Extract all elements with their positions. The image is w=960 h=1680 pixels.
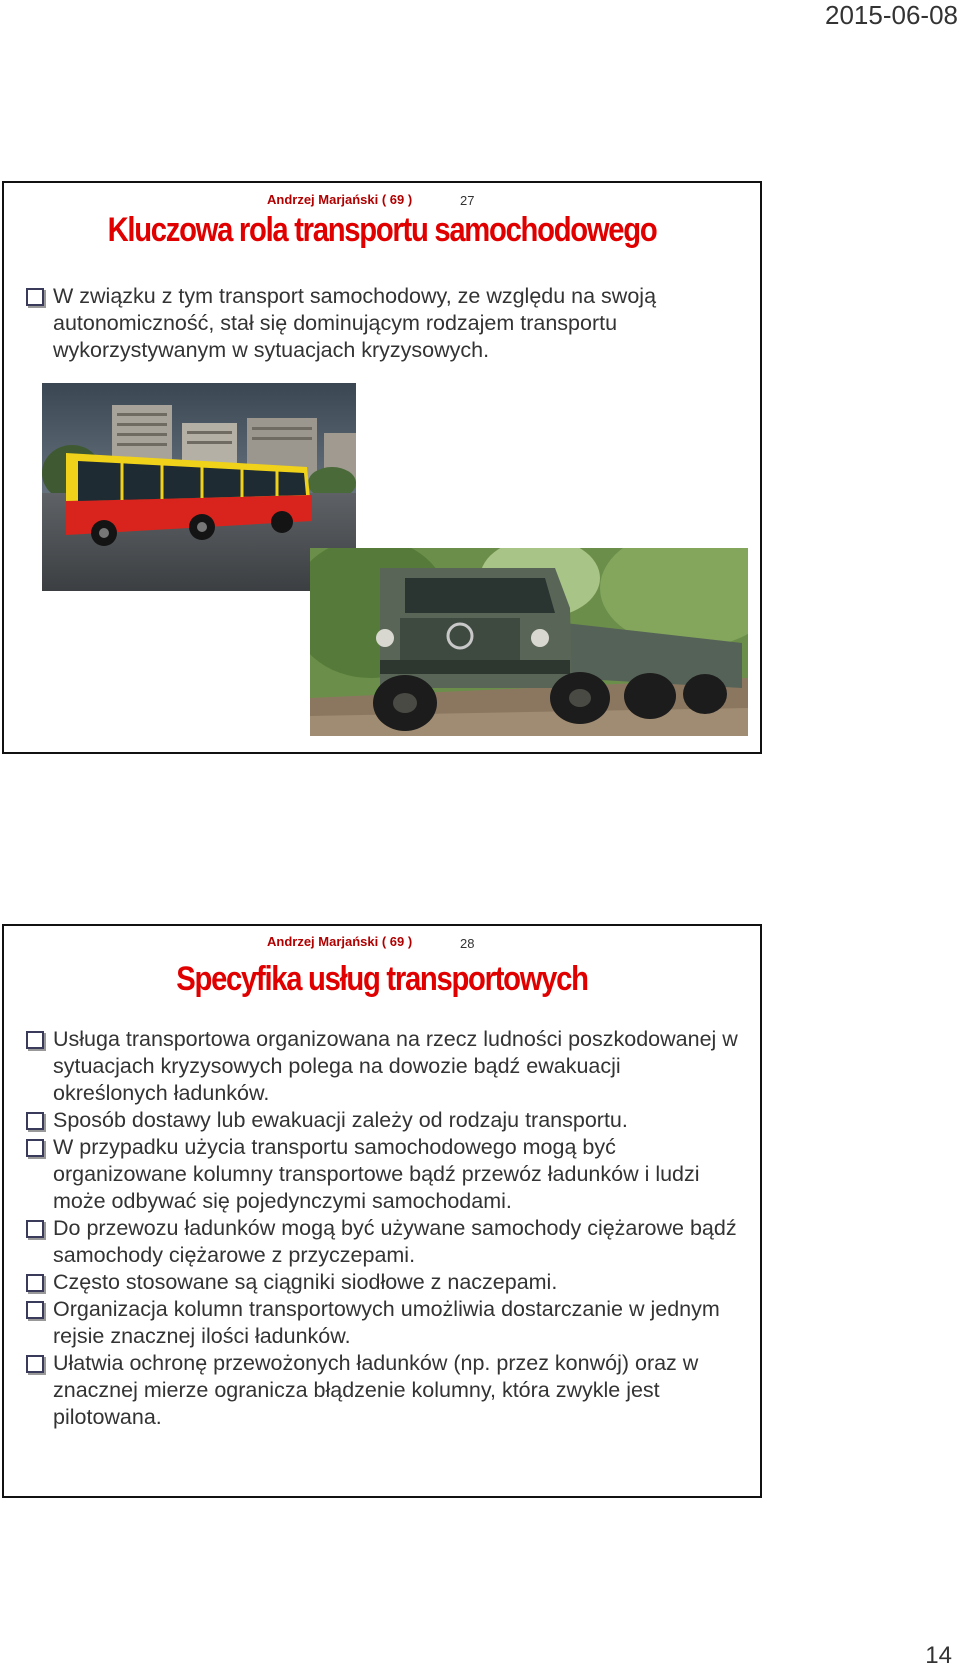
checkbox-bullet-icon [26,1274,44,1292]
bullet-list [26,1026,740,1431]
checkbox-bullet-icon [26,1112,44,1130]
military-truck-photo [310,548,748,736]
checkbox-bullet-icon [26,1031,44,1049]
slide-title: Specyfika usług transportowych [176,960,588,998]
list-item: W przypadku użycia transportu samochodowego mogą być organizowane kolumny transportowe bądź przewóz ładunków i ludzi może odbywać się pojedynczymi samochodami. [26,1134,740,1215]
page-number: 14 [925,1642,952,1669]
slide-author: Andrzej Marjański ( 69 ) [267,934,413,949]
slide-27 [2,181,762,754]
document-date: 2015-06-08 [825,0,958,30]
list-item: W związku z tym transport samochodowy, ze względu na swoją autonomiczność, stał się dominującym rodzajem transportu wykorzystywanym w sytuacjach kryzysowych. [26,283,740,364]
checkbox-bullet-icon [26,1355,44,1373]
slide-title: Kluczowa rola transportu samochodowego [107,211,657,249]
slide-28 [2,924,762,1498]
slide-author: Andrzej Marjański ( 69 ) [267,192,413,207]
slide-number: 28 [460,936,475,951]
list-item: Organizacja kolumn transportowych umożliwia dostarczanie w jednym rejsie znacznej ilości ładunków. [26,1296,740,1350]
list-item: Usługa transportowa organizowana na rzecz ludności poszkodowanej w sytuacjach kryzysowych polega na dowozie bądź ewakuacji określonych ładunków. [26,1026,740,1107]
checkbox-bullet-icon [26,1301,44,1319]
list-item: Często stosowane są ciągniki siodłowe z naczepami. [26,1269,740,1296]
list-item: Do przewozu ładunków mogą być używane samochody ciężarowe bądź samochody ciężarowe z przyczepami. [26,1215,740,1269]
list-item: Ułatwia ochronę przewożonych ładunków (np. przez konwój) oraz w znacznej mierze ogranicza błądzenie kolumny, która zwykle jest pilotowana. [26,1350,740,1431]
checkbox-bullet-icon [26,288,44,306]
slide-number: 27 [460,193,475,208]
checkbox-bullet-icon [26,1139,44,1157]
checkbox-bullet-icon [26,1220,44,1238]
bullet-list [26,283,740,364]
bus-photo [42,383,356,591]
list-item: Sposób dostawy lub ewakuacji zależy od rodzaju transportu. [26,1107,740,1134]
